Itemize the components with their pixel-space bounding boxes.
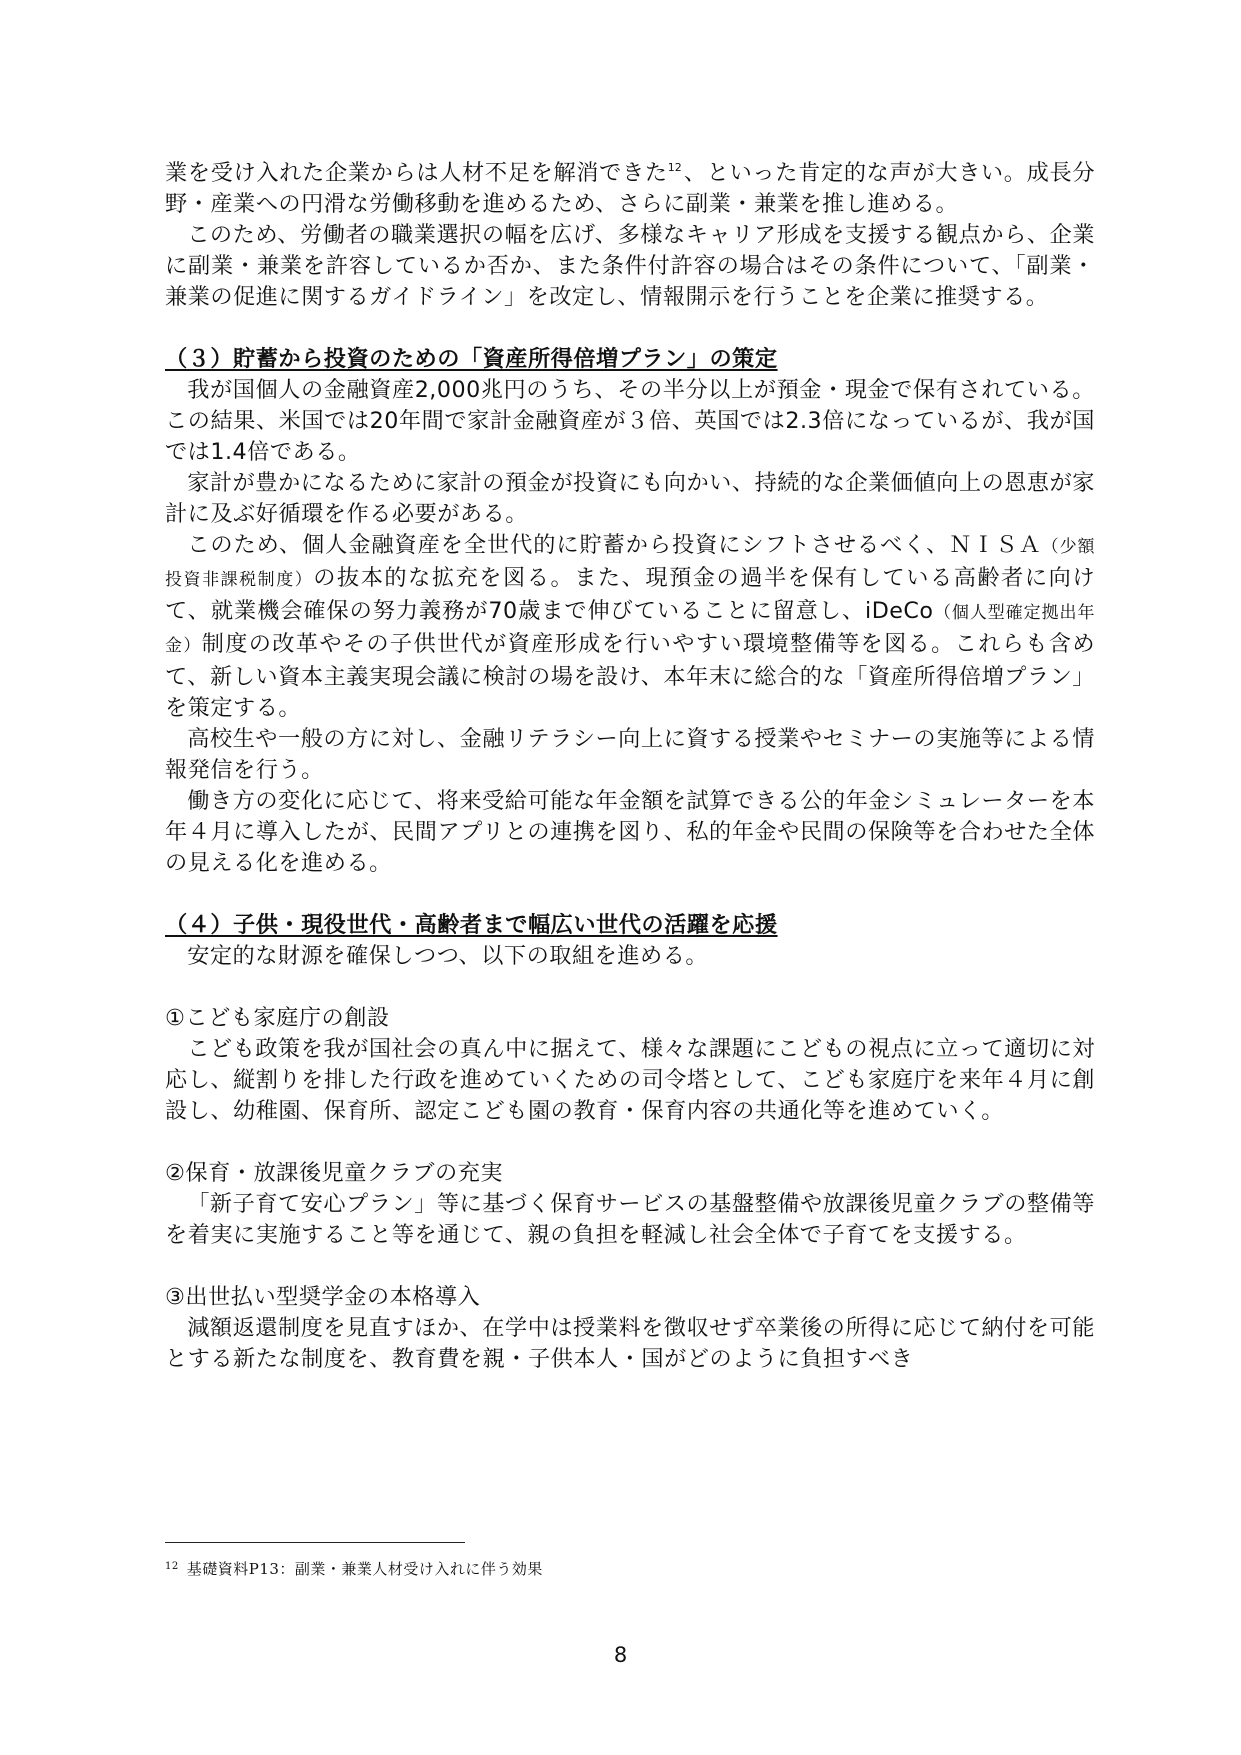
- subsection-3-title: ③出世払い型奨学金の本格導入: [165, 1284, 481, 1310]
- subsection-1-title: ①こども家庭庁の創設: [165, 1005, 390, 1031]
- s3-p3-text-e: 制度の改革やその子供世代が資産形成を行いやすい環境整備等を図る。これらも含めて、新しい資本主義実現会議に検討の場を設け、本年末に総合的な「資産所得倍増プラン」を策定する。: [165, 631, 1096, 721]
- ideco-note: （個人型確定拠出年金）: [165, 603, 1095, 656]
- subsection-1-paragraph: こども政策を我が国社会の真ん中に据えて、様々な課題にこどもの視点に立って適切に対応し、縦割りを排した行政を進めていくための司令塔として、こども家庭庁を来年４月に創設し、幼稚園、保育所、認定こども園の教育・保育内容の共通化等を進めていく。: [165, 1036, 1095, 1124]
- footnote-divider: [165, 1542, 465, 1543]
- nisa-note: （少額投資非課税制度）: [165, 537, 1096, 590]
- s3-p3-text-c: の抜本的な拡充を図る。また、現預金の過半を保有している高齢者に向けて、就業機会確保の努力義務が70歳まで伸びていることに留意し、iDeCo: [165, 565, 1096, 624]
- section-3-paragraph-1: 我が国個人の金融資産2,000兆円のうち、その半分以上が預金・現金で保有されている。この結果、米国では20年間で家計金融資産が３倍、英国では2.3倍になっているが、我が国では1.4倍である。: [165, 377, 1095, 465]
- body-text: [165, 158, 1095, 1375]
- section-3-paragraph-2: 家計が豊かになるために家計の預金が投資にも向かい、持続的な企業価値向上の恩恵が家計に及ぶ好循環を作る必要がある。: [165, 470, 1095, 527]
- section-3-paragraph-3: [165, 530, 1095, 724]
- paragraph-1-text-b: 、といった肯定的な声が大きい。成長分野・産業への円滑な労働移動を進めるため、さらに副業・兼業を推し進める。: [165, 160, 1096, 217]
- page-number: 8: [613, 1643, 628, 1667]
- section-3-paragraph-5: 働き方の変化に応じて、将来受給可能な年金額を試算できる公的年金シミュレーターを本年４月に導入したが、民間アプリとの連携を図り、私的年金や民間の保険等を合わせた全体の見える化を進める。: [165, 788, 1095, 876]
- footnote-number: 12: [165, 1561, 179, 1572]
- footnote-text: 基礎資料P13：副業・兼業人材受け入れに伴う効果: [186, 1560, 543, 1578]
- section-4-intro: 安定的な財源を確保しつつ、以下の取組を進める。: [187, 943, 709, 969]
- paragraph-2: このため、労働者の職業選択の幅を広げ、多様なキャリア形成を支援する観点から、企業に副業・兼業を許容しているか否か、また条件付許容の場合はその条件について、「副業・兼業の促進に関するガイドライン」を改定し、情報開示を行うことを企業に推奨する。: [165, 222, 1095, 310]
- footnote: [165, 1557, 543, 1579]
- section-3-heading: （３）貯蓄から投資のための「資産所得倍増プラン」の策定: [165, 346, 778, 372]
- section-4-heading: （４）子供・現役世代・高齢者まで幅広い世代の活躍を応援: [165, 912, 778, 938]
- subsection-3-paragraph: 減額返還制度を見直すほか、在学中は授業料を徴収せず卒業後の所得に応じて納付を可能とする新たな制度を、教育費を親・子供本人・国がどのように負担すべき: [165, 1315, 1095, 1372]
- subsection-2-title: ②保育・放課後児童クラブの充実: [165, 1160, 504, 1186]
- footnote-reference: 12: [667, 161, 682, 174]
- paragraph-1-text-a: 業を受け入れた企業からは人材不足を解消できた: [165, 160, 668, 186]
- paragraph-1: [165, 158, 1095, 220]
- subsection-2-paragraph: 「新子育て安心プラン」等に基づく保育サービスの基盤整備や放課後児童クラブの整備等を着実に実施すること等を通じて、親の負担を軽減し社会全体で子育てを支援する。: [165, 1191, 1095, 1248]
- section-3-paragraph-4: 高校生や一般の方に対し、金融リテラシー向上に資する授業やセミナーの実施等による情報発信を行う。: [165, 726, 1095, 783]
- s3-p3-text-a: このため、個人金融資産を全世代的に貯蓄から投資にシフトさせるべく、ＮＩＳＡ: [187, 532, 1042, 558]
